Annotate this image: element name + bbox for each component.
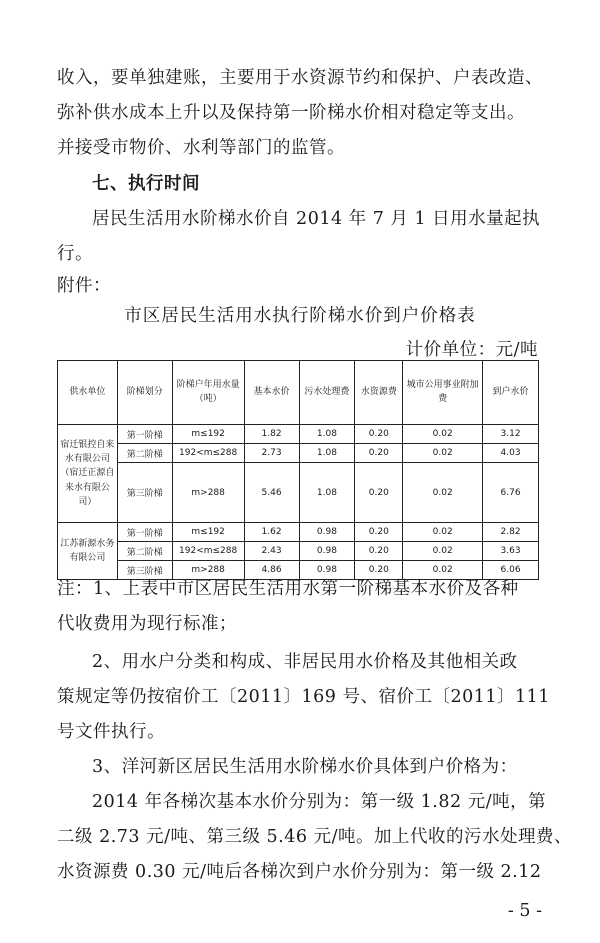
- price-table: [57, 360, 539, 580]
- supplier-cell: 江苏新源水务有限公司: [58, 523, 118, 580]
- body-text-line: 并接受市物价、水利等部门的监管。: [57, 138, 345, 158]
- note-line: 2014 年各梯次基本水价分别为：第一级 1.82 元/吨，第: [92, 792, 547, 812]
- note-line: 号文件执行。: [57, 722, 165, 742]
- table-row: [58, 444, 539, 463]
- table-cell: 4.86: [244, 561, 299, 580]
- table-cell: 3.63: [483, 542, 539, 561]
- table-cell: 0.20: [355, 542, 403, 561]
- table-cell: 第二阶梯: [117, 444, 172, 463]
- table-cell: 0.98: [299, 561, 355, 580]
- table-cell: 0.02: [403, 542, 483, 561]
- attachment-label: 附件：: [57, 276, 111, 296]
- body-text-line: 居民生活用水阶梯水价自 2014 年 7 月 1 日用水量起执: [92, 209, 541, 229]
- table-cell: m≤192: [172, 523, 244, 542]
- table-cell: 192<m≤288: [172, 444, 244, 463]
- body-text-line: 行。: [57, 244, 93, 264]
- table-cell: 0.02: [403, 561, 483, 580]
- table-cell: 2.73: [244, 444, 299, 463]
- section-heading: 七、执行时间: [92, 174, 200, 194]
- header-cell: 水资源费: [355, 361, 403, 425]
- table-cell: 2.43: [244, 542, 299, 561]
- table-cell: 0.20: [355, 523, 403, 542]
- table-cell: 0.02: [403, 523, 483, 542]
- table-row: [58, 542, 539, 561]
- page-number: - 5 -: [507, 901, 542, 921]
- table-cell: 4.03: [483, 444, 539, 463]
- note-line: 2、用水户分类和构成、非居民用水价格及其他相关政: [92, 652, 518, 672]
- table-cell: 192<m≤288: [172, 542, 244, 561]
- table-cell: 6.06: [483, 561, 539, 580]
- table-cell: 0.20: [355, 444, 403, 463]
- table-cell: 1.82: [244, 425, 299, 444]
- table-cell: 5.46: [244, 463, 299, 523]
- table-cell: 第三阶梯: [117, 463, 172, 523]
- header-cell: 供水单位: [58, 361, 118, 425]
- body-text-line: 收入，要单独建账，主要用于水资源节约和保护、户表改造、: [57, 68, 543, 88]
- table-cell: 0.02: [403, 463, 483, 523]
- table-cell: 0.98: [299, 523, 355, 542]
- table-cell: 6.76: [483, 463, 539, 523]
- table-cell: 0.02: [403, 444, 483, 463]
- note-line: 代收费用为现行标准；: [57, 614, 237, 634]
- table-cell: 0.20: [355, 425, 403, 444]
- supplier-cell: 宿迁银控自来水有限公司（宿迁正源自来水有限公司）: [58, 425, 118, 523]
- table-cell: m≤192: [172, 425, 244, 444]
- table-row: [58, 523, 539, 542]
- unit-label: 计价单位：元/吨: [405, 340, 538, 360]
- table-cell: m>288: [172, 463, 244, 523]
- table-cell: 第三阶梯: [117, 561, 172, 580]
- table-title: 市区居民生活用水执行阶梯水价到户价格表: [124, 306, 476, 326]
- header-cell: 基本水价: [244, 361, 299, 425]
- table-cell: 1.08: [299, 425, 355, 444]
- table-cell: 0.98: [299, 542, 355, 561]
- table-cell: 1.62: [244, 523, 299, 542]
- table-row: [58, 425, 539, 444]
- header-cell: 阶梯户年用水量（吨）: [172, 361, 244, 425]
- body-text-line: 弥补供水成本上升以及保持第一阶梯水价相对稳定等支出。: [57, 103, 525, 123]
- table-cell: 3.12: [483, 425, 539, 444]
- header-cell: 污水处理费: [299, 361, 355, 425]
- header-cell: 到户水价: [483, 361, 539, 425]
- note-line: 二级 2.73 元/吨、第三级 5.46 元/吨。加上代收的污水处理费、: [57, 827, 572, 847]
- note-line: 3、洋河新区居民生活用水阶梯水价具体到户价格为：: [92, 757, 518, 777]
- header-cell: 阶梯划分: [117, 361, 172, 425]
- table-cell: 第一阶梯: [117, 425, 172, 444]
- table-header-row: [58, 361, 539, 425]
- table-cell: 1.08: [299, 444, 355, 463]
- table-cell: 第二阶梯: [117, 542, 172, 561]
- table-cell: 0.20: [355, 463, 403, 523]
- table-cell: 0.20: [355, 561, 403, 580]
- table-cell: m>288: [172, 561, 244, 580]
- header-cell: 城市公用事业附加费: [403, 361, 483, 425]
- note-line: 水资源费 0.30 元/吨后各梯次到户水价分别为：第一级 2.12: [57, 862, 542, 882]
- note-line: 策规定等仍按宿价工〔2011〕169 号、宿价工〔2011〕111: [57, 687, 550, 707]
- table-row: [58, 463, 539, 523]
- table-cell: 0.02: [403, 425, 483, 444]
- table-cell: 2.82: [483, 523, 539, 542]
- table-cell: 1.08: [299, 463, 355, 523]
- table-cell: 第一阶梯: [117, 523, 172, 542]
- note-line: 注：1、上表中市区居民生活用水第一阶梯基本水价及各种: [57, 579, 519, 599]
